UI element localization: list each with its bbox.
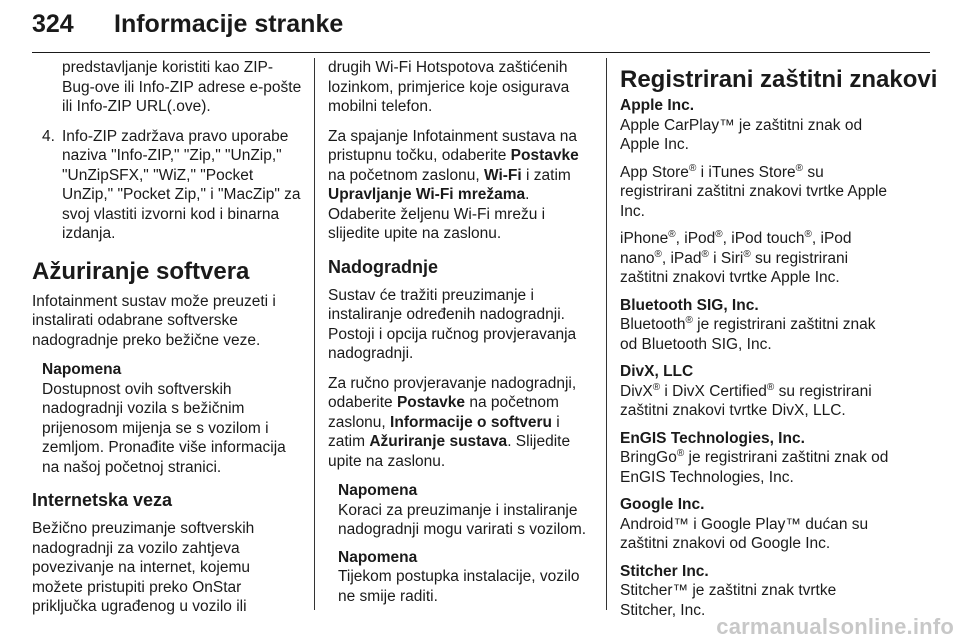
trademark-owner: EnGIS Technologies, Inc. [620,429,805,447]
registered-mark: ® [652,381,661,393]
registered-mark: ® [654,248,662,260]
ui-label-software-info: Informacije o softveru [390,413,552,431]
trademark-owner: DivX, LLC [620,363,694,380]
trademark-owner: Stitcher Inc. [620,562,709,580]
text: i zatim [328,413,560,450]
registered-mark: ® [676,448,685,459]
trademark-engis [620,429,892,488]
trademark-bluetooth [620,296,892,355]
subsection-heading-internet: Internetska veza [32,490,173,510]
registered-mark: ® [685,315,693,326]
note-box [32,360,302,477]
trademark-stitcher [620,562,892,621]
note-title: Napomena [338,482,418,499]
paragraph-manual-update [328,374,600,472]
note-box [328,548,600,607]
ui-label-system-update: Ažuriranje sustava [369,433,508,450]
text: , iPad [661,249,702,267]
paragraph [620,229,892,288]
trademark-owner: Google Inc. [620,496,705,513]
paragraph [620,448,892,487]
section-heading-trademarks: Registrirani zaštitni znakovi [620,66,938,93]
text: na početnom zaslonu, [328,166,484,184]
registered-mark: ® [715,229,723,240]
text: su registrirani zaštitni znakovi tvrtke Apple Inc. [620,249,849,286]
registered-mark: ® [668,229,676,240]
text: . Odaberite željenu Wi-Fi mrežu i slijedite upite na zaslonu. [328,186,546,242]
note-box [328,481,600,540]
registered-mark: ® [701,248,709,260]
paragraph [620,315,892,354]
paragraph: Bežično preuzimanje softverskih nadogradnji za vozilo zahtjeva povezivanje na internet, kojemu možete pristupiti preko OnStar priključka ugrađenog u vozilo ili [32,520,255,615]
text: BringGo [620,449,677,466]
note-text: Dostupnost ovih softverskih nadogradnji vozila s bežičnim prijenosom mijenja se s vozilom i zemljom. Pronađite više informacija na našoj početnoj stranici. [42,380,286,476]
column-2 [328,58,600,614]
column-divider [314,58,315,610]
section-heading-software-update: Ažuriranje softvera [32,257,250,285]
list-number: 4. [42,127,55,145]
column-1 [32,58,302,627]
text: , iPod nano [620,230,852,267]
note-title: Napomena [338,548,418,566]
text: i zatim [521,166,571,184]
trademark-owner: Bluetooth SIG, Inc. [620,296,759,314]
note-text: Koraci za preuzimanje i instaliranje nadogradnji mogu varirati s vozilom. [338,501,587,538]
text: i iTunes Store [696,163,796,181]
paragraph: Android™ i Google Play™ dućan su zaštitni znakovi od Google Inc. [620,515,869,552]
trademark-owner: Apple Inc. [620,97,695,114]
text: DivX [620,382,653,400]
paragraph: drugih Wi-Fi Hotspotova zaštićenih lozinkom, primjerice koje osigurava mobilni telefon. [328,59,570,115]
text: su registrirani zaštitni znakovi tvrtke Apple Inc. [620,163,888,220]
page-title: Informacije stranke [114,10,344,38]
text: su registrirani zaštitni znakovi tvrtke DivX, LLC. [620,382,872,419]
text: , iPod touch [722,230,805,247]
note-title: Napomena [42,361,122,378]
paragraph [620,382,892,421]
ui-label-settings: Postavke [396,394,466,411]
page-header [32,0,930,53]
text: na početnom zaslonu, [328,394,559,431]
registered-mark: ® [688,162,697,174]
paragraph: Stitcher™ je zaštitni znak tvrtke Stitcher, Inc. [620,582,837,619]
text: je registrirani zaštitni znak od Bluetooth SIG, Inc. [620,316,876,353]
subsection-heading-updates: Nadogradnje [328,256,439,277]
text: Bluetooth [620,316,686,333]
trademark-apple [620,96,892,288]
trademark-google [620,495,892,554]
list-item-continuation: predstavljanje koristiti kao ZIP-Bug-ove ili Info-ZIP adrese e-pošte ili Info-ZIP URL(.ove). [62,59,302,115]
list-item-4 [32,127,302,244]
text: i Siri [708,249,744,267]
text: je registrirani zaštitni znak od EnGIS Technologies, Inc. [620,449,889,486]
text: i DivX Certified [660,382,767,400]
registered-mark: ® [743,248,751,260]
text: . Slijedite upite na zaslonu. [328,433,571,470]
ui-label-wifi: Wi-Fi [483,166,522,184]
trademark-divx [620,362,892,421]
paragraph-wifi-instructions [328,127,600,244]
registered-mark: ® [804,229,812,240]
registered-mark: ® [766,381,775,393]
text: , iPod [675,230,716,247]
ui-label-settings: Postavke [510,147,579,164]
list-item-text: Info-ZIP zadržava pravo uporabe naziva "Info-ZIP," "Zip," "UnZip," "UnZipSFX," "WiZ," "Pocket UnZip," "Pocket Zip," i "MacZip" za svoj vlastiti izvorni kod i binarna izdanja. [62,127,301,242]
text: iPhone [620,230,669,247]
paragraph: Infotainment sustav može preuzeti i instalirati odabrane softverske nadogradnje preko bežične veze. [32,292,276,349]
paragraph: Sustav će tražiti preuzimanje i instaliranje određenih nadogradnji. Postoji i opcija ručnog provjeravanja nadogradnji. [328,286,577,362]
paragraph: Apple CarPlay™ je zaštitni znak od Apple Inc. [620,116,863,153]
paragraph [620,163,892,222]
watermark: carmanualsonline.info [716,614,954,639]
registered-mark: ® [795,162,804,174]
column-divider [606,58,607,610]
text: App Store [620,163,689,181]
note-text: Tijekom postupka instalacije, vozilo ne smije raditi. [338,568,580,605]
text: Za spajanje Infotainment sustava na pristupnu točku, odaberite [328,127,578,164]
text: Za ručno provjeravanje nadogradnji, odaberite [328,374,577,411]
page-number: 324 [32,10,74,38]
ui-label-manage-wifi: Upravljanje Wi-Fi mrežama [328,186,526,203]
